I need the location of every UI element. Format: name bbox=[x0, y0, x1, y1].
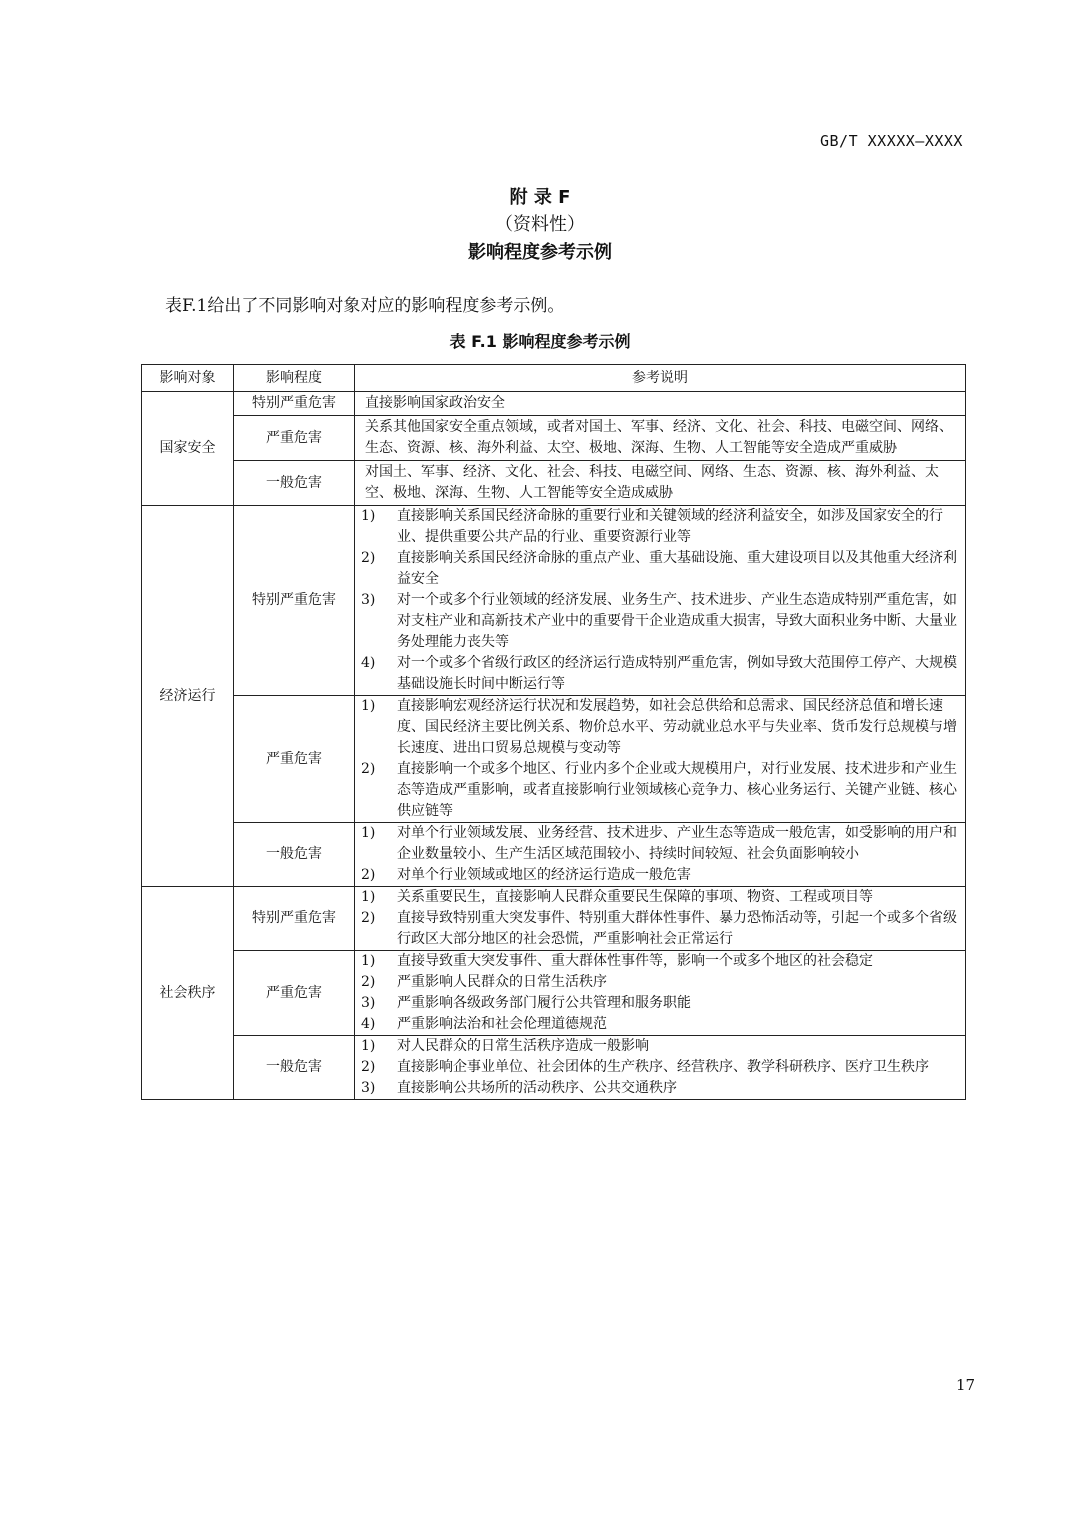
level-cell: 一般危害 bbox=[234, 823, 355, 887]
level-cell: 特别严重危害 bbox=[234, 506, 355, 696]
description-cell bbox=[355, 887, 966, 951]
list-item: 2) 直接影响一个或多个地区、行业内多个企业或大规模用户，对行业发展、技术进步和产业生态等造成严重影响，或者直接影响行业领域核心竞争力、核心业务运行、关键产业链、核心供应链等 bbox=[361, 761, 957, 819]
header-description: 参考说明 bbox=[355, 365, 966, 392]
list-item: 4) 对一个或多个省级行政区的经济运行造成特别严重危害，例如导致大范围停工停产、大规模基础设施长时间中断运行等 bbox=[361, 655, 957, 692]
level-cell: 严重危害 bbox=[234, 416, 355, 461]
table-header-row bbox=[142, 365, 966, 392]
appendix-nature: （资料性） bbox=[495, 214, 585, 235]
intro-paragraph: 表F.1给出了不同影响对象对应的影响程度参考示例。 bbox=[165, 296, 565, 316]
standard-code: GB/T XXXXX—XXXX bbox=[820, 132, 963, 150]
table-row bbox=[142, 951, 966, 1036]
list-item: 3) 直接影响公共场所的活动秩序、公共交通秩序 bbox=[361, 1080, 677, 1096]
object-cell: 国家安全 bbox=[142, 392, 234, 506]
header-object: 影响对象 bbox=[142, 365, 234, 392]
appendix-label: 附 录 F bbox=[509, 187, 571, 208]
table-row bbox=[142, 392, 966, 416]
level-cell: 严重危害 bbox=[234, 951, 355, 1036]
list-item: 1) 关系重要民生，直接影响人民群众重要民生保障的事项、物资、工程或项目等 bbox=[361, 889, 873, 905]
list-item: 2) 对单个行业领域或地区的经济运行造成一般危害 bbox=[361, 867, 691, 883]
list-item: 3) 对一个或多个行业领域的经济发展、业务生产、技术进步、产业生态造成特别严重危害，如对支柱产业和高新技术产业中的重要骨干企业造成重大损害，导致大面积业务中断、大量业务处理能力丧失等 bbox=[361, 592, 957, 650]
list-item: 3) 严重影响各级政务部门履行公共管理和服务职能 bbox=[361, 995, 691, 1011]
impact-table bbox=[141, 364, 966, 1100]
list-item: 2) 直接影响关系国民经济命脉的重点产业、重大基础设施、重大建设项目以及其他重大经济利益安全 bbox=[361, 550, 957, 587]
level-cell: 一般危害 bbox=[234, 461, 355, 506]
header-level: 影响程度 bbox=[234, 365, 355, 392]
list-item: 4) 严重影响法治和社会伦理道德规范 bbox=[361, 1016, 607, 1032]
list-item: 1) 直接影响关系国民经济命脉的重要行业和关键领域的经济利益安全，如涉及国家安全的行业、提供重要公共产品的行业、重要资源行业等 bbox=[361, 508, 943, 545]
appendix-title: 影响程度参考示例 bbox=[468, 242, 612, 263]
description-cell: 关系其他国家安全重点领域，或者对国土、军事、经济、文化、社会、科技、电磁空间、网络、生态、资源、核、海外利益、太空、极地、深海、生物、人工智能等安全造成严重威胁 bbox=[355, 416, 966, 461]
table-row bbox=[142, 416, 966, 461]
description-cell bbox=[355, 823, 966, 887]
level-cell: 一般危害 bbox=[234, 1036, 355, 1100]
description-cell: 直接影响国家政治安全 bbox=[355, 392, 966, 416]
description-cell bbox=[355, 696, 966, 823]
table-row bbox=[142, 1036, 966, 1100]
level-cell: 特别严重危害 bbox=[234, 887, 355, 951]
list-item: 2) 直接影响企事业单位、社会团体的生产秩序、经营秩序、教学科研秩序、医疗卫生秩序 bbox=[361, 1059, 929, 1075]
list-item: 1) 直接影响宏观经济运行状况和发展趋势，如社会总供给和总需求、国民经济总值和增长速度、国民经济主要比例关系、物价总水平、劳动就业总水平与失业率、货币发行总规模与增长速度、进出口贸易总规模与变动等 bbox=[361, 698, 957, 756]
list-item: 1) 对单个行业领域发展、业务经营、技术进步、产业生态等造成一般危害，如受影响的用户和企业数量较小、生产生活区域范围较小、持续时间较短、社会负面影响较小 bbox=[361, 825, 957, 862]
object-cell: 经济运行 bbox=[142, 506, 234, 887]
table-caption: 表 F.1 影响程度参考示例 bbox=[449, 332, 631, 351]
level-cell: 严重危害 bbox=[234, 696, 355, 823]
list-item: 1) 对人民群众的日常生活秩序造成一般影响 bbox=[361, 1038, 649, 1054]
list-item: 2) 直接导致特别重大突发事件、特别重大群体性事件、暴力恐怖活动等，引起一个或多个省级行政区大部分地区的社会恐慌，严重影响社会正常运行 bbox=[361, 910, 957, 947]
description-cell bbox=[355, 506, 966, 696]
table-row bbox=[142, 823, 966, 887]
table-row bbox=[142, 696, 966, 823]
object-cell: 社会秩序 bbox=[142, 887, 234, 1100]
table-row bbox=[142, 461, 966, 506]
page-number: 17 bbox=[956, 1376, 976, 1394]
table-row bbox=[142, 887, 966, 951]
description-cell bbox=[355, 1036, 966, 1100]
level-cell: 特别严重危害 bbox=[234, 392, 355, 416]
description-cell: 对国土、军事、经济、文化、社会、科技、电磁空间、网络、生态、资源、核、海外利益、太空、极地、深海、生物、人工智能等安全造成威胁 bbox=[355, 461, 966, 506]
table-row bbox=[142, 506, 966, 696]
description-cell bbox=[355, 951, 966, 1036]
list-item: 1) 直接导致重大突发事件、重大群体性事件等，影响一个或多个地区的社会稳定 bbox=[361, 953, 873, 969]
list-item: 2) 严重影响人民群众的日常生活秩序 bbox=[361, 974, 607, 990]
